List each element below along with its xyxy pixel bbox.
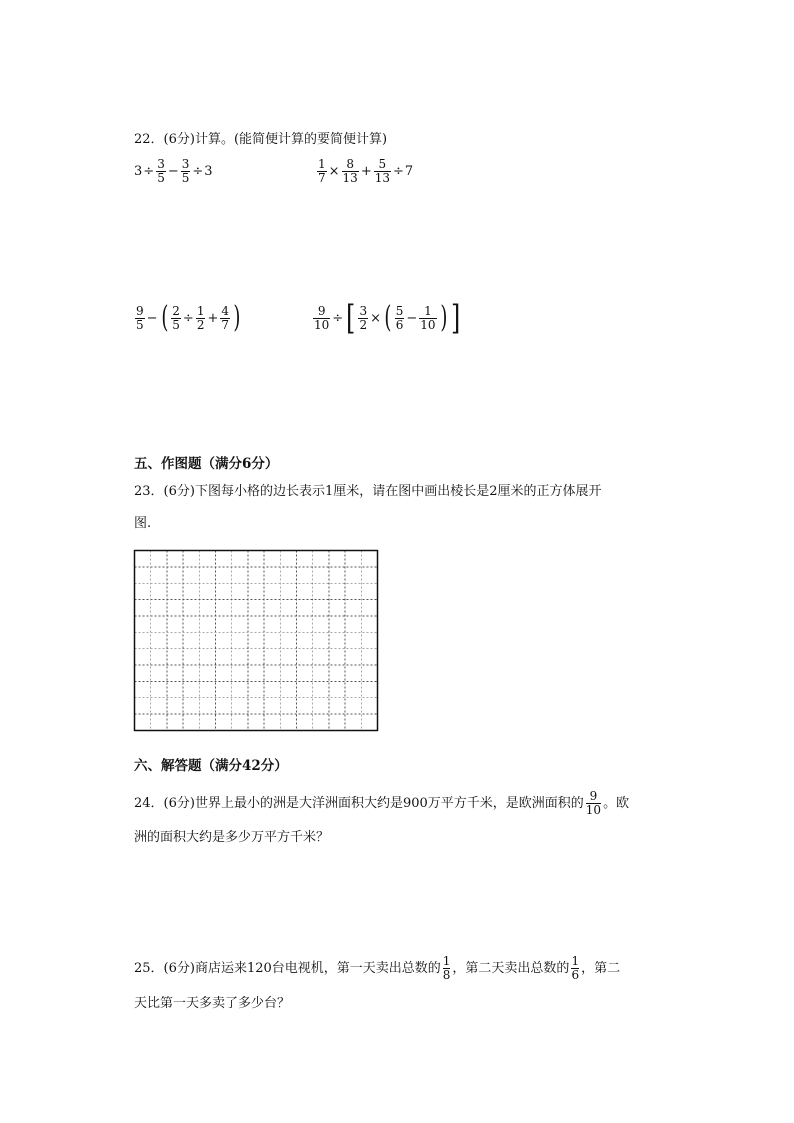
den: 8	[442, 968, 451, 982]
q25-text-b: ，第二天卖出总数的	[452, 960, 570, 976]
e4-op2: ×	[370, 310, 381, 326]
num: 1	[424, 303, 432, 318]
num: 1	[318, 157, 326, 171]
den: 10	[420, 317, 436, 332]
q25-text-a: 25．(6分)商店运来120台电视机，第一天卖出总数的	[134, 960, 441, 976]
den: 13	[342, 171, 358, 185]
expression-3	[134, 300, 243, 335]
den: 10	[314, 317, 330, 332]
den: 7	[221, 317, 229, 332]
q24-text-b: 。欧	[603, 795, 630, 811]
right-paren: )	[233, 300, 241, 335]
expression-4	[312, 298, 463, 338]
left-paren: (	[384, 300, 392, 335]
e3-frac4	[220, 305, 230, 332]
e2-frac3	[374, 158, 391, 185]
num: 1	[196, 303, 205, 318]
den: 6	[395, 317, 404, 332]
e4-frac2	[358, 305, 368, 332]
q25-line1	[134, 955, 620, 982]
e1-a: 3	[134, 164, 143, 179]
num: 1	[442, 954, 451, 968]
e2-frac1	[317, 158, 327, 185]
e2-b: 7	[404, 164, 414, 179]
q23-line1: 23．(6分)下图每小格的边长表示1厘米，请在图中画出棱长是2厘米的正方体展开	[134, 484, 602, 499]
section-5-title: 五、作图题（满分6分）	[134, 456, 279, 472]
num: 1	[571, 954, 580, 968]
e4-op3: −	[406, 310, 418, 326]
e3-op3: +	[207, 310, 219, 326]
e4-frac4	[419, 305, 436, 332]
e4-frac3	[395, 305, 405, 332]
e2-op2: +	[360, 164, 372, 179]
num: 5	[395, 303, 404, 318]
q24-text-a: 24．(6分)世界上最小的洲是大洋洲面积大约是900万平方千米，是欧洲面积的	[134, 795, 584, 811]
den: 2	[196, 317, 205, 332]
q25-line2: 天比第一天多卖了多少台？	[134, 996, 291, 1011]
num: 9	[317, 303, 326, 318]
num: 9	[136, 303, 144, 318]
e3-frac2	[171, 305, 181, 332]
right-paren: )	[439, 300, 447, 335]
den: 2	[359, 317, 368, 332]
q23-line2: 图.	[134, 516, 152, 531]
e3-op2: ÷	[182, 310, 194, 326]
q25-text-c: ，第二	[581, 960, 621, 976]
e1-frac1	[156, 158, 166, 185]
expression-1	[134, 158, 213, 185]
section-6-title: 六、解答题（满分42分）	[134, 758, 288, 774]
q24-line1	[134, 790, 629, 817]
e2-op3: ÷	[393, 164, 404, 179]
num: 2	[172, 303, 180, 318]
q24-fraction	[586, 790, 601, 817]
e3-frac1	[135, 305, 145, 332]
e1-op1: ÷	[143, 164, 155, 179]
den: 5	[172, 317, 180, 332]
num: 9	[589, 789, 598, 803]
den: 7	[318, 171, 326, 185]
q25-fraction-1	[443, 955, 451, 982]
num: 3	[359, 303, 368, 318]
den: 13	[374, 171, 391, 185]
e2-op1: ×	[328, 164, 340, 179]
den: 5	[181, 171, 190, 185]
grid-figure	[133, 549, 379, 732]
den: 6	[571, 968, 580, 982]
e1-op3: ÷	[192, 164, 204, 179]
q22-header: 22．(6分)计算。(能简便计算的要简便计算)	[134, 132, 388, 147]
e1-op2: −	[167, 164, 179, 179]
e3-op1: −	[146, 310, 158, 326]
left-bracket: [	[346, 298, 356, 338]
e3-frac3	[196, 305, 206, 332]
e4-op1: ÷	[332, 310, 344, 326]
e2-frac2	[342, 158, 359, 185]
num: 3	[181, 157, 190, 171]
expression-2	[316, 158, 413, 185]
num: 5	[378, 157, 387, 171]
q24-line2: 洲的面积大约是多少万平方千米？	[134, 830, 330, 845]
e1-b: 3	[204, 164, 213, 179]
num: 4	[221, 303, 229, 318]
left-paren: (	[160, 300, 168, 335]
den: 5	[136, 317, 144, 332]
den: 5	[157, 171, 165, 185]
den: 10	[585, 803, 602, 817]
right-bracket: ]	[451, 298, 461, 338]
num: 3	[157, 157, 165, 171]
q25-fraction-2	[571, 955, 579, 982]
grid-border	[135, 551, 378, 731]
e4-frac1	[313, 305, 330, 332]
e1-frac2	[181, 158, 191, 185]
num: 8	[346, 157, 354, 171]
